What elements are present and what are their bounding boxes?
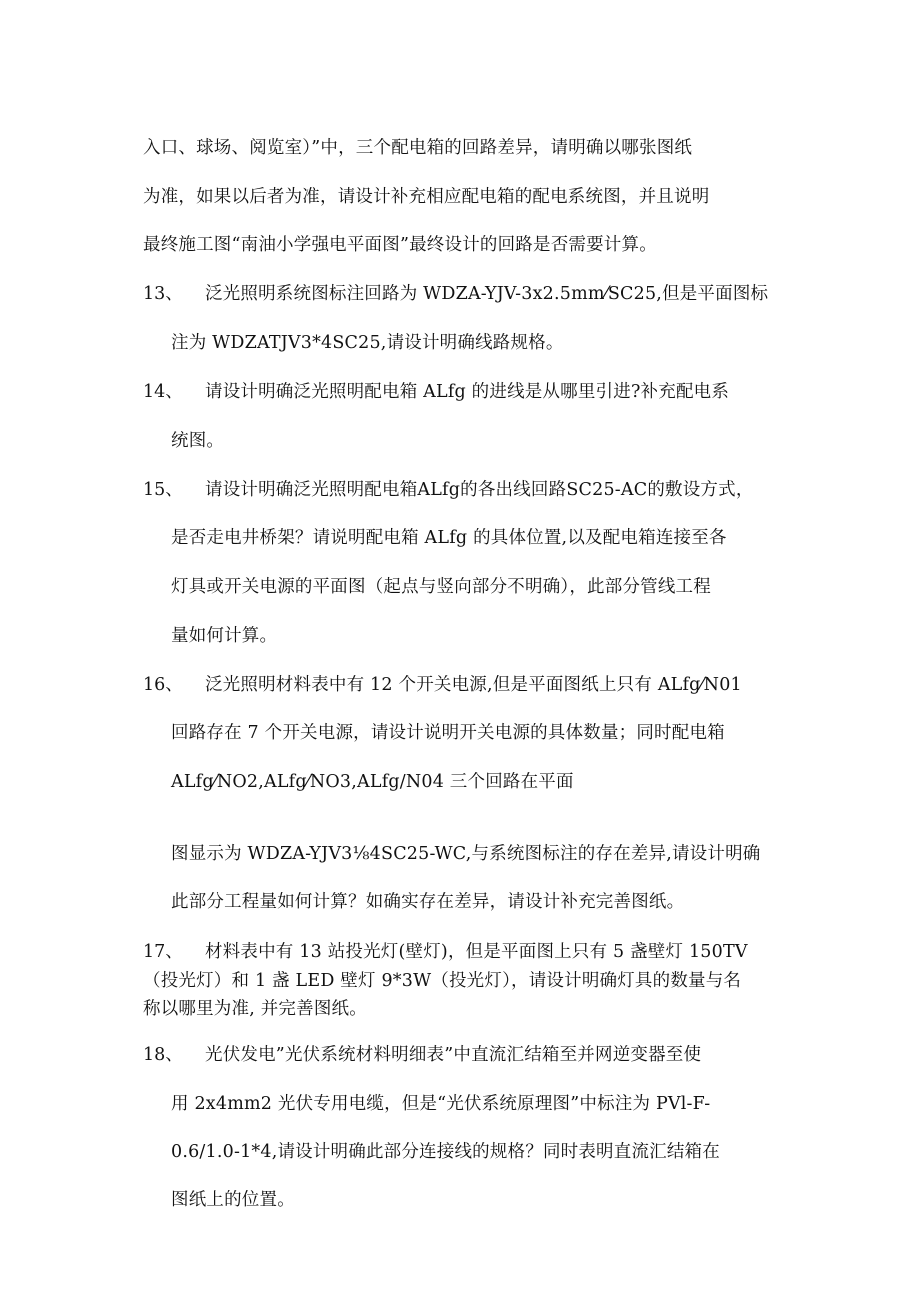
item-17-line-2: （投光灯）和 1 盏 LED 壁灯 9*3W（投光灯），请设计明确灯具的数量与名 [143,971,742,991]
item-14-line-2: 统图。 [171,431,225,451]
item-17-line-1: 材料表中有 13 站投光灯(壁灯)，但是平面图上只有 5 盏壁灯 150TV [205,942,748,962]
intro-line-2: 为准，如果以后者为准，请设计补充相应配电箱的配电系统图，并且说明 [143,187,710,207]
item-16-line-1: 泛光照明材料表中有 12 个开关电源,但是平面图纸上只有 ALfg⁄N01 [205,675,742,695]
item-13-number: 13、 [143,284,183,304]
intro-line-1: 入口、球场、阅览室）”中，三个配电箱的回路差异，请明确以哪张图纸 [143,138,693,158]
item-17-line-3: 称以哪里为准, 并完善图纸。 [143,999,367,1019]
item-16-line-4: 图显示为 WDZA-YJV3⅛4SC25-WC,与系统图标注的存在差异,请设计明确 [171,844,761,864]
item-14-line-1: 请设计明确泛光照明配电箱 ALfg 的进线是从哪里引进?补充配电系 [205,382,730,402]
item-13-line-2: 注为 WDZATJV3*4SC25,请设计明确线路规格。 [171,333,564,353]
item-18-line-3: 0.6/1.0-1*4,请设计明确此部分连接线的规格？同时表明直流汇结箱在 [171,1142,720,1162]
item-16-line-3: ALfg⁄NO2,ALfg⁄NO3,ALfg/N04 三个回路在平面 [171,772,574,792]
item-15-line-3: 灯具或开关电源的平面图（起点与竖向部分不明确），此部分管线工程 [171,577,711,597]
item-15-line-1: 请设计明确泛光照明配电箱ALfg的各出线回路SC25-AC的敷设方式， [205,480,754,500]
item-15-number: 15、 [143,480,183,500]
item-16-number: 16、 [143,675,183,695]
item-13-line-1: 泛光照明系统图标注回路为 WDZA-YJV-3x2.5mm⁄SC25,但是平面图标 [205,284,769,304]
item-16-line-2: 回路存在 7 个开关电源，请设计说明开关电源的具体数量；同时配电箱 [171,723,725,743]
item-18-number: 18、 [143,1045,183,1065]
item-14-number: 14、 [143,382,183,402]
item-16-line-5: 此部分工程量如何计算？如确实存在差异，请设计补充完善图纸。 [171,892,685,912]
item-17-number: 17、 [143,942,183,962]
intro-line-3: 最终施工图“南油小学强电平面图”最终设计的回路是否需要计算。 [143,235,657,255]
item-15-line-2: 是否走电井桥架？请说明配电箱 ALfg 的具体位置,以及配电箱连接至各 [171,528,727,548]
item-18-line-1: 光伏发电”光伏系统材料明细表”中直流汇结箱至并网逆变器至使 [205,1045,702,1065]
item-18-line-2: 用 2x4mm2 光伏专用电缆，但是“光伏系统原理图”中标注为 PVl-F- [171,1094,711,1114]
item-15-line-4: 量如何计算。 [171,626,278,646]
item-18-line-4: 图纸上的位置。 [171,1190,295,1210]
